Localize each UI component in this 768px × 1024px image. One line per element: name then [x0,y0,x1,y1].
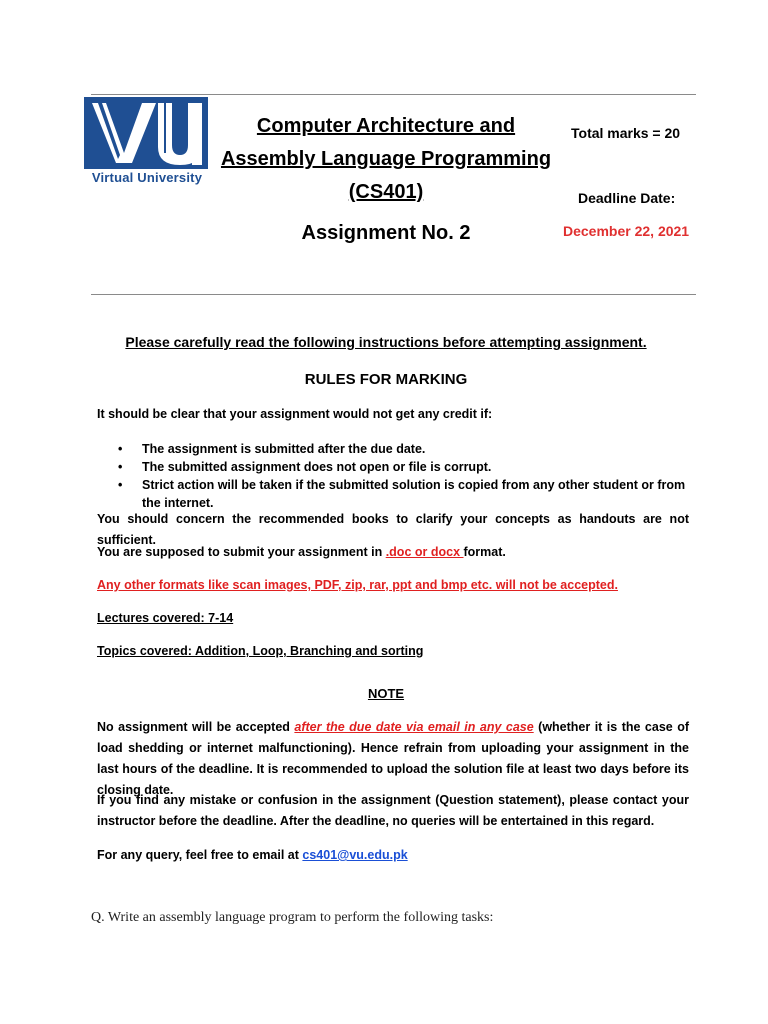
list-item: • The assignment is submitted after the due date. [118,440,690,458]
list-item: • Strict action will be taken if the submitted solution is copied from any other student or from the internet. [118,476,690,512]
note-paragraph-2: If you find any mistake or confusion in the assignment (Question statement), please contact your instructor before the deadline. After the deadline, no queries will be entertained in this regard. [97,793,689,828]
course-title [216,110,556,209]
assignment-number: Assignment No. 2 [301,222,471,244]
total-marks: Total marks = 20 [571,125,681,141]
query-prefix: For any query, feel free to email at [97,848,303,862]
deadline-date: December 22, 2021 [563,223,690,239]
title-line-2: Assembly Language Programming [220,148,552,170]
other-formats-warning: Any other formats like scan images, PDF, zip, rar, ppt and bmp etc. will not be accepted. [97,578,618,592]
topics-covered: Topics covered: Addition, Loop, Branching and sorting [97,644,424,658]
note-p1-emphasis: after the due date via email in any case [294,720,534,734]
note-heading: NOTE [367,686,405,701]
title-line-3: (CS401) [348,181,424,203]
lectures-covered: Lectures covered: 7-14 [97,611,234,625]
note-p1-prefix: No assignment will be accepted [97,720,295,734]
question-statement: Q. Write an assembly language program to perform the following tasks: [91,910,494,925]
rules-heading: RULES FOR MARKING [304,371,468,388]
credit-intro: It should be clear that your assignment would not get any credit if: [97,407,493,421]
format-value: .doc or docx [385,545,464,559]
instructions-heading: Please carefully read the following instructions before attempting assignment. [125,334,647,350]
title-line-1: Computer Architecture and [256,115,516,137]
deadline-label: Deadline Date: [578,190,676,206]
top-divider [91,94,696,95]
query-line [97,845,689,866]
vu-logo-mark [84,97,208,169]
rules-list [118,440,690,512]
note-p1-suffix: (whether it is the case of load shedding or internet malfunctioning). Hence refrain from uploading your assignment in the last hours of the deadline. It is recommended to upload the solution file at least two days before its closing date. [97,720,689,797]
format-instruction [97,542,689,563]
list-item: • The submitted assignment does not open or file is corrupt. [118,458,690,476]
header-divider [91,294,696,295]
format-suffix: format. [463,545,506,559]
format-prefix: You are supposed to submit your assignment in [97,545,386,559]
logo-text: Virtual University [91,170,203,185]
vu-logo [82,97,212,189]
email-link[interactable]: cs401@vu.edu.pk [302,848,408,862]
note-paragraph-1 [97,717,689,801]
books-note: You should concern the recommended books to clarify your concepts as handouts are not sufficient. [97,512,689,547]
